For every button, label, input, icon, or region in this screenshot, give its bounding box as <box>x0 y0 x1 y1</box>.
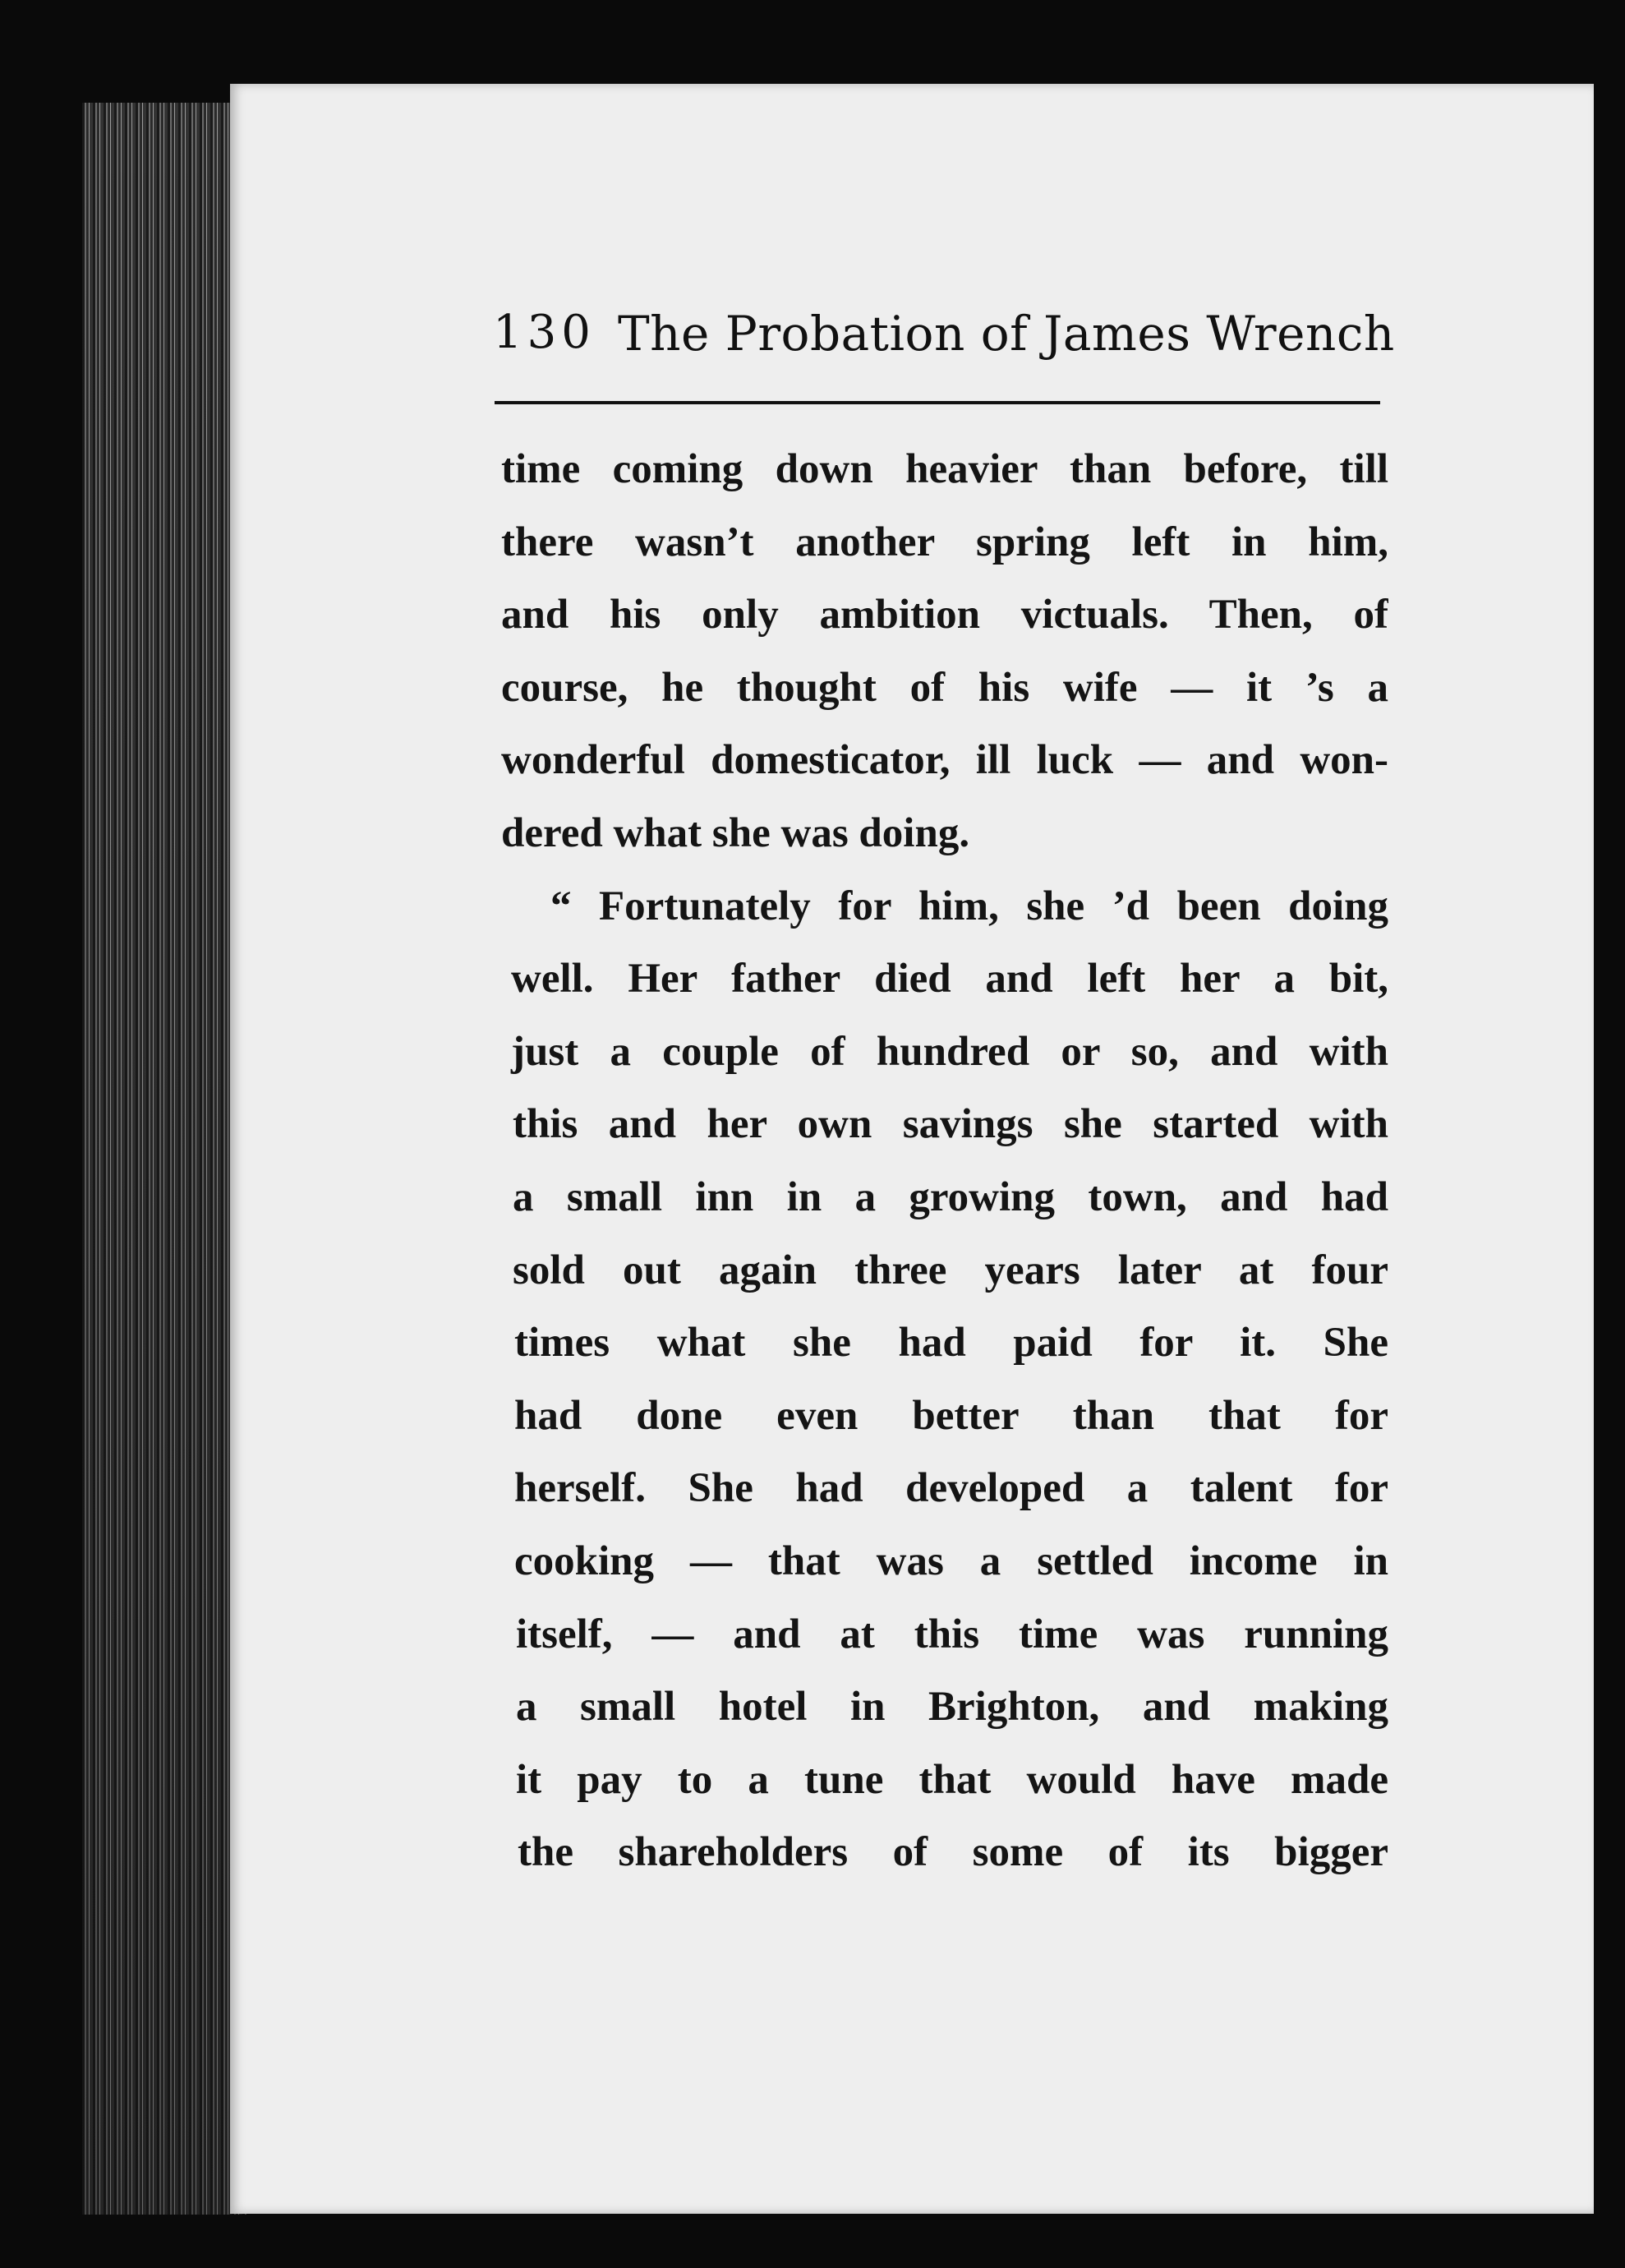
text-line: itself, — and at this time was running <box>516 1611 1388 1657</box>
text-line: herself. She had developed a talent for <box>514 1465 1388 1512</box>
paragraph-1 <box>501 433 1388 870</box>
text-line: course, he thought of his wife — it ’s a <box>501 664 1388 711</box>
text-line: sold out again three years later at four <box>513 1247 1388 1293</box>
text-line: a small inn in a growing town, and had <box>513 1173 1388 1220</box>
text-line: and his only ambition victuals. Then, of <box>501 592 1388 638</box>
paragraph-2 <box>501 870 1388 1889</box>
text-line: times what she had paid for it. She <box>514 1320 1388 1367</box>
text-line: had done even better than that for <box>514 1392 1388 1439</box>
running-head-area <box>493 306 1395 376</box>
page-number: 130 <box>493 306 596 359</box>
text-line: the shareholders of some of its bigger <box>518 1829 1388 1876</box>
text-line: it pay to a tune that would have made <box>516 1756 1388 1803</box>
text-line: “ Fortunately for him, she ’d been doing <box>550 883 1388 929</box>
book-title: The Probation of James Wrench <box>618 306 1395 362</box>
page-edges <box>82 103 246 2215</box>
text-line: a small hotel in Brighton, and making <box>516 1684 1388 1731</box>
body-text <box>501 433 1388 1889</box>
text-line: this and her own savings she started with <box>513 1101 1388 1148</box>
text-line: just a couple of hundred or so, and with <box>511 1028 1388 1075</box>
text-line: cooking — that was a settled income in <box>514 1537 1388 1584</box>
header-rule <box>495 401 1380 404</box>
text-line: wonderful domesticator, ill luck — and won- <box>501 737 1388 784</box>
text-line: well. Her father died and left her a bit, <box>511 956 1388 1003</box>
text-line: dered what she was doing. <box>501 809 970 856</box>
text-line: there wasn’t another spring left in him, <box>501 519 1388 565</box>
running-head <box>493 306 1395 376</box>
text-line: time coming down heavier than before, till <box>501 446 1388 492</box>
